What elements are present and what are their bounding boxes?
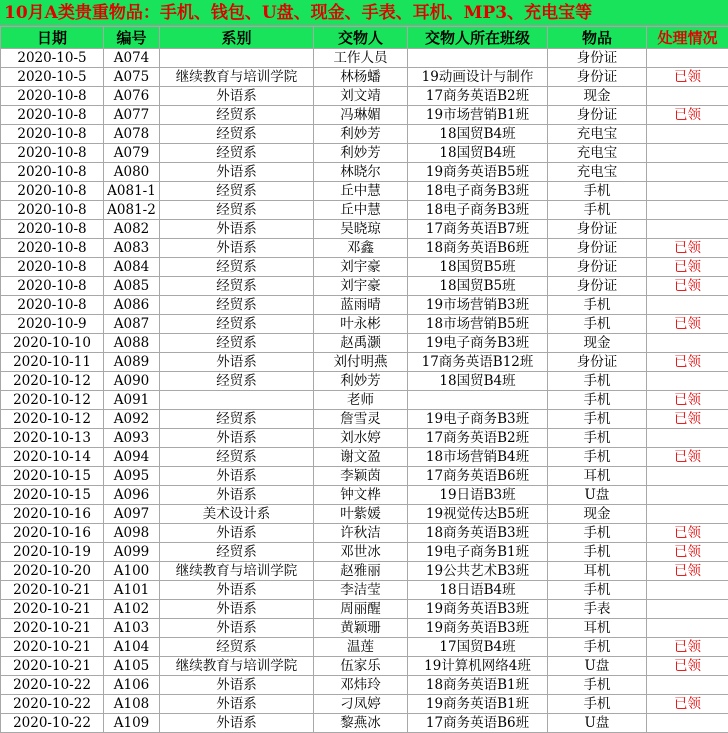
cell-id[interactable]: A074 [104, 49, 160, 68]
cell-class[interactable]: 18商务英语B1班 [408, 676, 548, 695]
cell-id[interactable]: A108 [104, 695, 160, 714]
cell-class[interactable] [408, 391, 548, 410]
cell-class[interactable]: 19动画设计与制作 [408, 68, 548, 87]
cell-item[interactable]: U盘 [548, 714, 647, 733]
cell-status[interactable] [647, 714, 728, 733]
cell-status[interactable] [647, 220, 728, 239]
cell-class[interactable]: 19商务英语B1班 [408, 695, 548, 714]
cell-department[interactable]: 经贸系 [160, 315, 314, 334]
cell-submitter[interactable]: 刘付明燕 [314, 353, 408, 372]
cell-status[interactable] [647, 49, 728, 68]
cell-class[interactable]: 19日语B3班 [408, 486, 548, 505]
cell-department[interactable]: 经贸系 [160, 125, 314, 144]
table-row [1, 695, 728, 714]
cell-date[interactable]: 2020-10-21 [1, 600, 104, 619]
cell-id[interactable]: A075 [104, 68, 160, 87]
cell-submitter[interactable]: 蓝雨晴 [314, 296, 408, 315]
cell-submitter[interactable]: 林杨蟠 [314, 68, 408, 87]
table-row [1, 106, 728, 125]
header-class[interactable]: 交物人所在班级 [408, 27, 548, 49]
cell-submitter[interactable]: 黎燕冰 [314, 714, 408, 733]
table-row [1, 676, 728, 695]
table-row [1, 543, 728, 562]
cell-id[interactable]: A080 [104, 163, 160, 182]
cell-id[interactable]: A109 [104, 714, 160, 733]
cell-id[interactable]: A077 [104, 106, 160, 125]
cell-class[interactable]: 18商务英语B3班 [408, 524, 548, 543]
cell-date[interactable]: 2020-10-8 [1, 182, 104, 201]
cell-class[interactable]: 18国贸B5班 [408, 258, 548, 277]
table-row [1, 486, 728, 505]
cell-submitter[interactable]: 赵雅丽 [314, 562, 408, 581]
cell-item[interactable]: 身份证 [548, 353, 647, 372]
cell-id[interactable]: A085 [104, 277, 160, 296]
cell-submitter[interactable]: 冯琳媚 [314, 106, 408, 125]
cell-class[interactable]: 18国贸B4班 [408, 125, 548, 144]
cell-submitter[interactable]: 林晓尔 [314, 163, 408, 182]
cell-department[interactable]: 外语系 [160, 163, 314, 182]
cell-id[interactable]: A081-2 [104, 201, 160, 220]
cell-department[interactable]: 经贸系 [160, 201, 314, 220]
cell-submitter[interactable]: 温莲 [314, 638, 408, 657]
cell-submitter[interactable]: 黄颖珊 [314, 619, 408, 638]
table-row [1, 714, 728, 733]
cell-item[interactable]: 现金 [548, 505, 647, 524]
cell-status[interactable] [647, 372, 728, 391]
table-row [1, 220, 728, 239]
cell-date[interactable]: 2020-10-22 [1, 695, 104, 714]
table-row [1, 410, 728, 429]
table-row [1, 163, 728, 182]
cell-department[interactable]: 经贸系 [160, 296, 314, 315]
cell-item[interactable]: 手机 [548, 581, 647, 600]
cell-submitter[interactable]: 工作人员 [314, 49, 408, 68]
cell-status[interactable] [647, 182, 728, 201]
table-row [1, 524, 728, 543]
cell-submitter[interactable]: 邓鑫 [314, 239, 408, 258]
cell-department[interactable]: 外语系 [160, 87, 314, 106]
cell-item[interactable]: 现金 [548, 334, 647, 353]
cell-submitter[interactable]: 刘文靖 [314, 87, 408, 106]
cell-item[interactable]: 手机 [548, 429, 647, 448]
cell-item[interactable]: 手机 [548, 391, 647, 410]
cell-date[interactable]: 2020-10-21 [1, 657, 104, 676]
cell-department[interactable]: 外语系 [160, 239, 314, 258]
cell-submitter[interactable]: 周丽醒 [314, 600, 408, 619]
cell-class[interactable]: 19商务英语B3班 [408, 619, 548, 638]
table-row [1, 201, 728, 220]
sheet-title: 10月A类贵重物品：手机、钱包、U盘、现金、手表、耳机、MP3、充电宝等 [0, 0, 728, 26]
cell-submitter[interactable]: 邓世冰 [314, 543, 408, 562]
cell-submitter[interactable]: 詹雪灵 [314, 410, 408, 429]
cell-department[interactable]: 外语系 [160, 467, 314, 486]
cell-item[interactable]: 手机 [548, 315, 647, 334]
cell-class[interactable]: 18日语B4班 [408, 581, 548, 600]
cell-department[interactable]: 外语系 [160, 429, 314, 448]
cell-status[interactable] [647, 676, 728, 695]
cell-id[interactable]: A104 [104, 638, 160, 657]
cell-item[interactable]: 手表 [548, 600, 647, 619]
cell-id[interactable]: A092 [104, 410, 160, 429]
cell-department[interactable]: 外语系 [160, 676, 314, 695]
cell-item[interactable]: 身份证 [548, 220, 647, 239]
table-row [1, 638, 728, 657]
cell-id[interactable]: A088 [104, 334, 160, 353]
cell-id[interactable]: A096 [104, 486, 160, 505]
cell-id[interactable]: A093 [104, 429, 160, 448]
table-row [1, 448, 728, 467]
cell-department[interactable]: 经贸系 [160, 638, 314, 657]
cell-id[interactable]: A089 [104, 353, 160, 372]
cell-date[interactable]: 2020-10-21 [1, 581, 104, 600]
cell-department[interactable]: 继续教育与培训学院 [160, 68, 314, 87]
cell-id[interactable]: A100 [104, 562, 160, 581]
cell-id[interactable]: A091 [104, 391, 160, 410]
cell-date[interactable]: 2020-10-13 [1, 429, 104, 448]
cell-item[interactable]: U盘 [548, 657, 647, 676]
cell-class[interactable]: 19视觉传达B5班 [408, 505, 548, 524]
table-row [1, 429, 728, 448]
cell-date[interactable]: 2020-10-8 [1, 144, 104, 163]
cell-department[interactable] [160, 49, 314, 68]
cell-status[interactable]: 已领 [647, 638, 728, 657]
header-department[interactable]: 系别 [160, 27, 314, 49]
cell-id[interactable]: A082 [104, 220, 160, 239]
cell-status[interactable]: 已领 [647, 277, 728, 296]
cell-status[interactable] [647, 125, 728, 144]
cell-class[interactable]: 18市场营销B4班 [408, 448, 548, 467]
cell-item[interactable]: 手机 [548, 676, 647, 695]
cell-status[interactable]: 已领 [647, 657, 728, 676]
cell-status[interactable] [647, 87, 728, 106]
cell-class[interactable]: 17商务英语B6班 [408, 714, 548, 733]
cell-item[interactable]: 耳机 [548, 467, 647, 486]
cell-date[interactable]: 2020-10-20 [1, 562, 104, 581]
table-row [1, 657, 728, 676]
cell-class[interactable]: 18电子商务B3班 [408, 201, 548, 220]
cell-id[interactable]: A087 [104, 315, 160, 334]
cell-submitter[interactable]: 李颖茵 [314, 467, 408, 486]
table-row [1, 182, 728, 201]
table-row [1, 372, 728, 391]
cell-date[interactable]: 2020-10-19 [1, 543, 104, 562]
cell-item[interactable]: 身份证 [548, 239, 647, 258]
cell-department[interactable]: 外语系 [160, 486, 314, 505]
cell-department[interactable]: 经贸系 [160, 543, 314, 562]
cell-id[interactable]: A078 [104, 125, 160, 144]
cell-class[interactable]: 19市场营销B3班 [408, 296, 548, 315]
cell-id[interactable]: A094 [104, 448, 160, 467]
cell-class[interactable]: 19公共艺术B3班 [408, 562, 548, 581]
cell-class[interactable]: 17商务英语B6班 [408, 467, 548, 486]
cell-id[interactable]: A097 [104, 505, 160, 524]
cell-id[interactable]: A103 [104, 619, 160, 638]
table-row [1, 391, 728, 410]
table-row [1, 87, 728, 106]
cell-status[interactable] [647, 467, 728, 486]
cell-department[interactable]: 经贸系 [160, 372, 314, 391]
cell-status[interactable]: 已领 [647, 239, 728, 258]
cell-status[interactable]: 已领 [647, 106, 728, 125]
cell-department[interactable]: 继续教育与培训学院 [160, 562, 314, 581]
cell-department[interactable]: 外语系 [160, 581, 314, 600]
cell-date[interactable]: 2020-10-16 [1, 524, 104, 543]
cell-department[interactable]: 经贸系 [160, 182, 314, 201]
cell-status[interactable] [647, 600, 728, 619]
cell-item[interactable]: 耳机 [548, 562, 647, 581]
cell-date[interactable]: 2020-10-8 [1, 87, 104, 106]
cell-status[interactable]: 已领 [647, 448, 728, 467]
cell-status[interactable] [647, 334, 728, 353]
cell-item[interactable]: 充电宝 [548, 144, 647, 163]
cell-class[interactable]: 18市场营销B5班 [408, 315, 548, 334]
cell-department[interactable]: 外语系 [160, 714, 314, 733]
table-row [1, 581, 728, 600]
cell-submitter[interactable]: 刘宇豪 [314, 277, 408, 296]
table-row [1, 334, 728, 353]
cell-date[interactable]: 2020-10-10 [1, 334, 104, 353]
cell-id[interactable]: A106 [104, 676, 160, 695]
cell-submitter[interactable]: 叶永彬 [314, 315, 408, 334]
cell-department[interactable]: 外语系 [160, 619, 314, 638]
table-row [1, 562, 728, 581]
table-row [1, 144, 728, 163]
cell-submitter[interactable]: 刘宇豪 [314, 258, 408, 277]
cell-date[interactable]: 2020-10-8 [1, 277, 104, 296]
cell-class[interactable]: 19电子商务B1班 [408, 543, 548, 562]
cell-item[interactable]: 手机 [548, 296, 647, 315]
cell-date[interactable]: 2020-10-8 [1, 220, 104, 239]
cell-class[interactable]: 18商务英语B6班 [408, 239, 548, 258]
table-row [1, 277, 728, 296]
cell-submitter[interactable]: 李洁莹 [314, 581, 408, 600]
cell-class[interactable]: 19电子商务B3班 [408, 410, 548, 429]
cell-id[interactable]: A102 [104, 600, 160, 619]
cell-id[interactable]: A099 [104, 543, 160, 562]
cell-date[interactable]: 2020-10-16 [1, 505, 104, 524]
cell-department[interactable]: 外语系 [160, 524, 314, 543]
cell-department[interactable]: 经贸系 [160, 410, 314, 429]
table-row [1, 619, 728, 638]
cell-submitter[interactable]: 刁凤婷 [314, 695, 408, 714]
cell-department[interactable]: 经贸系 [160, 334, 314, 353]
table-row [1, 296, 728, 315]
table-row [1, 125, 728, 144]
cell-id[interactable]: A090 [104, 372, 160, 391]
cell-class[interactable]: 18国贸B5班 [408, 277, 548, 296]
cell-status[interactable] [647, 163, 728, 182]
cell-submitter[interactable]: 叶紫媛 [314, 505, 408, 524]
cell-date[interactable]: 2020-10-8 [1, 258, 104, 277]
cell-status[interactable]: 已领 [647, 695, 728, 714]
cell-date[interactable]: 2020-10-12 [1, 372, 104, 391]
cell-id[interactable]: A086 [104, 296, 160, 315]
cell-status[interactable]: 已领 [647, 258, 728, 277]
cell-status[interactable]: 已领 [647, 524, 728, 543]
cell-status[interactable] [647, 144, 728, 163]
cell-item[interactable]: 耳机 [548, 619, 647, 638]
cell-class[interactable]: 19市场营销B1班 [408, 106, 548, 125]
cell-submitter[interactable]: 许秋洁 [314, 524, 408, 543]
cell-item[interactable]: 手机 [548, 182, 647, 201]
cell-department[interactable]: 经贸系 [160, 258, 314, 277]
cell-status[interactable] [647, 429, 728, 448]
cell-class[interactable]: 17商务英语B2班 [408, 87, 548, 106]
header-row [1, 27, 728, 49]
cell-status[interactable]: 已领 [647, 543, 728, 562]
cell-id[interactable]: A098 [104, 524, 160, 543]
cell-item[interactable]: U盘 [548, 486, 647, 505]
cell-date[interactable]: 2020-10-8 [1, 239, 104, 258]
cell-status[interactable]: 已领 [647, 68, 728, 87]
cell-department[interactable] [160, 391, 314, 410]
cell-item[interactable]: 身份证 [548, 258, 647, 277]
table-row [1, 49, 728, 68]
cell-department[interactable]: 经贸系 [160, 448, 314, 467]
cell-id[interactable]: A101 [104, 581, 160, 600]
cell-class[interactable]: 18电子商务B3班 [408, 182, 548, 201]
cell-status[interactable]: 已领 [647, 353, 728, 372]
cell-department[interactable]: 外语系 [160, 695, 314, 714]
cell-date[interactable]: 2020-10-12 [1, 410, 104, 429]
cell-department[interactable]: 外语系 [160, 353, 314, 372]
cell-status[interactable]: 已领 [647, 315, 728, 334]
cell-date[interactable]: 2020-10-5 [1, 68, 104, 87]
cell-date[interactable]: 2020-10-15 [1, 486, 104, 505]
header-item[interactable]: 物品 [548, 27, 647, 49]
cell-class[interactable]: 17商务英语B12班 [408, 353, 548, 372]
cell-date[interactable]: 2020-10-8 [1, 106, 104, 125]
cell-submitter[interactable]: 丘中慧 [314, 201, 408, 220]
cell-submitter[interactable]: 利妙芳 [314, 372, 408, 391]
cell-item[interactable]: 身份证 [548, 277, 647, 296]
cell-item[interactable]: 手机 [548, 543, 647, 562]
cell-status[interactable] [647, 201, 728, 220]
cell-date[interactable]: 2020-10-8 [1, 201, 104, 220]
cell-class[interactable]: 19电子商务B3班 [408, 334, 548, 353]
header-date[interactable]: 日期 [1, 27, 104, 49]
cell-item[interactable]: 手机 [548, 524, 647, 543]
cell-date[interactable]: 2020-10-21 [1, 619, 104, 638]
header-status[interactable]: 处理情况 [647, 27, 728, 49]
cell-submitter[interactable]: 丘中慧 [314, 182, 408, 201]
cell-submitter[interactable]: 谢文盈 [314, 448, 408, 467]
cell-submitter[interactable]: 邓炜玲 [314, 676, 408, 695]
table-row [1, 315, 728, 334]
cell-id[interactable]: A083 [104, 239, 160, 258]
table-row [1, 505, 728, 524]
cell-item[interactable]: 手机 [548, 201, 647, 220]
cell-class[interactable]: 18国贸B4班 [408, 372, 548, 391]
cell-date[interactable]: 2020-10-9 [1, 315, 104, 334]
cell-item[interactable]: 充电宝 [548, 125, 647, 144]
cell-submitter[interactable]: 老师 [314, 391, 408, 410]
cell-item[interactable]: 手机 [548, 410, 647, 429]
cell-id[interactable]: A084 [104, 258, 160, 277]
cell-date[interactable]: 2020-10-21 [1, 638, 104, 657]
cell-submitter[interactable]: 赵禹灏 [314, 334, 408, 353]
cell-class[interactable]: 17商务英语B2班 [408, 429, 548, 448]
cell-department[interactable]: 美术设计系 [160, 505, 314, 524]
table-row [1, 353, 728, 372]
cell-department[interactable]: 外语系 [160, 600, 314, 619]
cell-item[interactable]: 身份证 [548, 106, 647, 125]
cell-department[interactable]: 经贸系 [160, 277, 314, 296]
cell-submitter[interactable]: 刘水婷 [314, 429, 408, 448]
cell-submitter[interactable]: 利妙芳 [314, 144, 408, 163]
table-row [1, 467, 728, 486]
cell-class[interactable]: 19计算机网络4班 [408, 657, 548, 676]
cell-submitter[interactable]: 吴晓琼 [314, 220, 408, 239]
cell-date[interactable]: 2020-10-22 [1, 714, 104, 733]
cell-department[interactable]: 继续教育与培训学院 [160, 657, 314, 676]
items-table [0, 26, 728, 733]
cell-date[interactable]: 2020-10-22 [1, 676, 104, 695]
cell-department[interactable]: 外语系 [160, 220, 314, 239]
cell-class[interactable]: 17国贸B4班 [408, 638, 548, 657]
cell-status[interactable] [647, 486, 728, 505]
cell-submitter[interactable]: 钟文桦 [314, 486, 408, 505]
header-id[interactable]: 编号 [104, 27, 160, 49]
cell-class[interactable] [408, 49, 548, 68]
cell-date[interactable]: 2020-10-8 [1, 125, 104, 144]
cell-item[interactable]: 身份证 [548, 68, 647, 87]
table-row [1, 68, 728, 87]
cell-item[interactable]: 现金 [548, 87, 647, 106]
cell-id[interactable]: A095 [104, 467, 160, 486]
header-submitter[interactable]: 交物人 [314, 27, 408, 49]
cell-id[interactable]: A076 [104, 87, 160, 106]
cell-item[interactable]: 身份证 [548, 49, 647, 68]
cell-date[interactable]: 2020-10-5 [1, 49, 104, 68]
cell-status[interactable] [647, 619, 728, 638]
cell-date[interactable]: 2020-10-15 [1, 467, 104, 486]
cell-date[interactable]: 2020-10-8 [1, 163, 104, 182]
cell-submitter[interactable]: 伍家乐 [314, 657, 408, 676]
cell-date[interactable]: 2020-10-8 [1, 296, 104, 315]
cell-id[interactable]: A079 [104, 144, 160, 163]
cell-item[interactable]: 手机 [548, 638, 647, 657]
cell-status[interactable] [647, 296, 728, 315]
cell-id[interactable]: A081-1 [104, 182, 160, 201]
cell-department[interactable]: 经贸系 [160, 106, 314, 125]
cell-submitter[interactable]: 利妙芳 [314, 125, 408, 144]
cell-item[interactable]: 充电宝 [548, 163, 647, 182]
cell-date[interactable]: 2020-10-11 [1, 353, 104, 372]
cell-item[interactable]: 手机 [548, 695, 647, 714]
table-row [1, 600, 728, 619]
cell-item[interactable]: 手机 [548, 448, 647, 467]
cell-date[interactable]: 2020-10-12 [1, 391, 104, 410]
table-row [1, 239, 728, 258]
cell-status[interactable]: 已领 [647, 391, 728, 410]
table-row [1, 258, 728, 277]
cell-status[interactable]: 已领 [647, 410, 728, 429]
cell-date[interactable]: 2020-10-14 [1, 448, 104, 467]
cell-status[interactable]: 已领 [647, 562, 728, 581]
cell-class[interactable]: 19商务英语B5班 [408, 163, 548, 182]
cell-status[interactable] [647, 581, 728, 600]
cell-department[interactable]: 经贸系 [160, 144, 314, 163]
cell-class[interactable]: 18国贸B4班 [408, 144, 548, 163]
cell-status[interactable] [647, 505, 728, 524]
cell-id[interactable]: A105 [104, 657, 160, 676]
cell-class[interactable]: 19商务英语B3班 [408, 600, 548, 619]
cell-class[interactable]: 17商务英语B7班 [408, 220, 548, 239]
table-body [1, 49, 728, 733]
cell-item[interactable]: 手机 [548, 372, 647, 391]
